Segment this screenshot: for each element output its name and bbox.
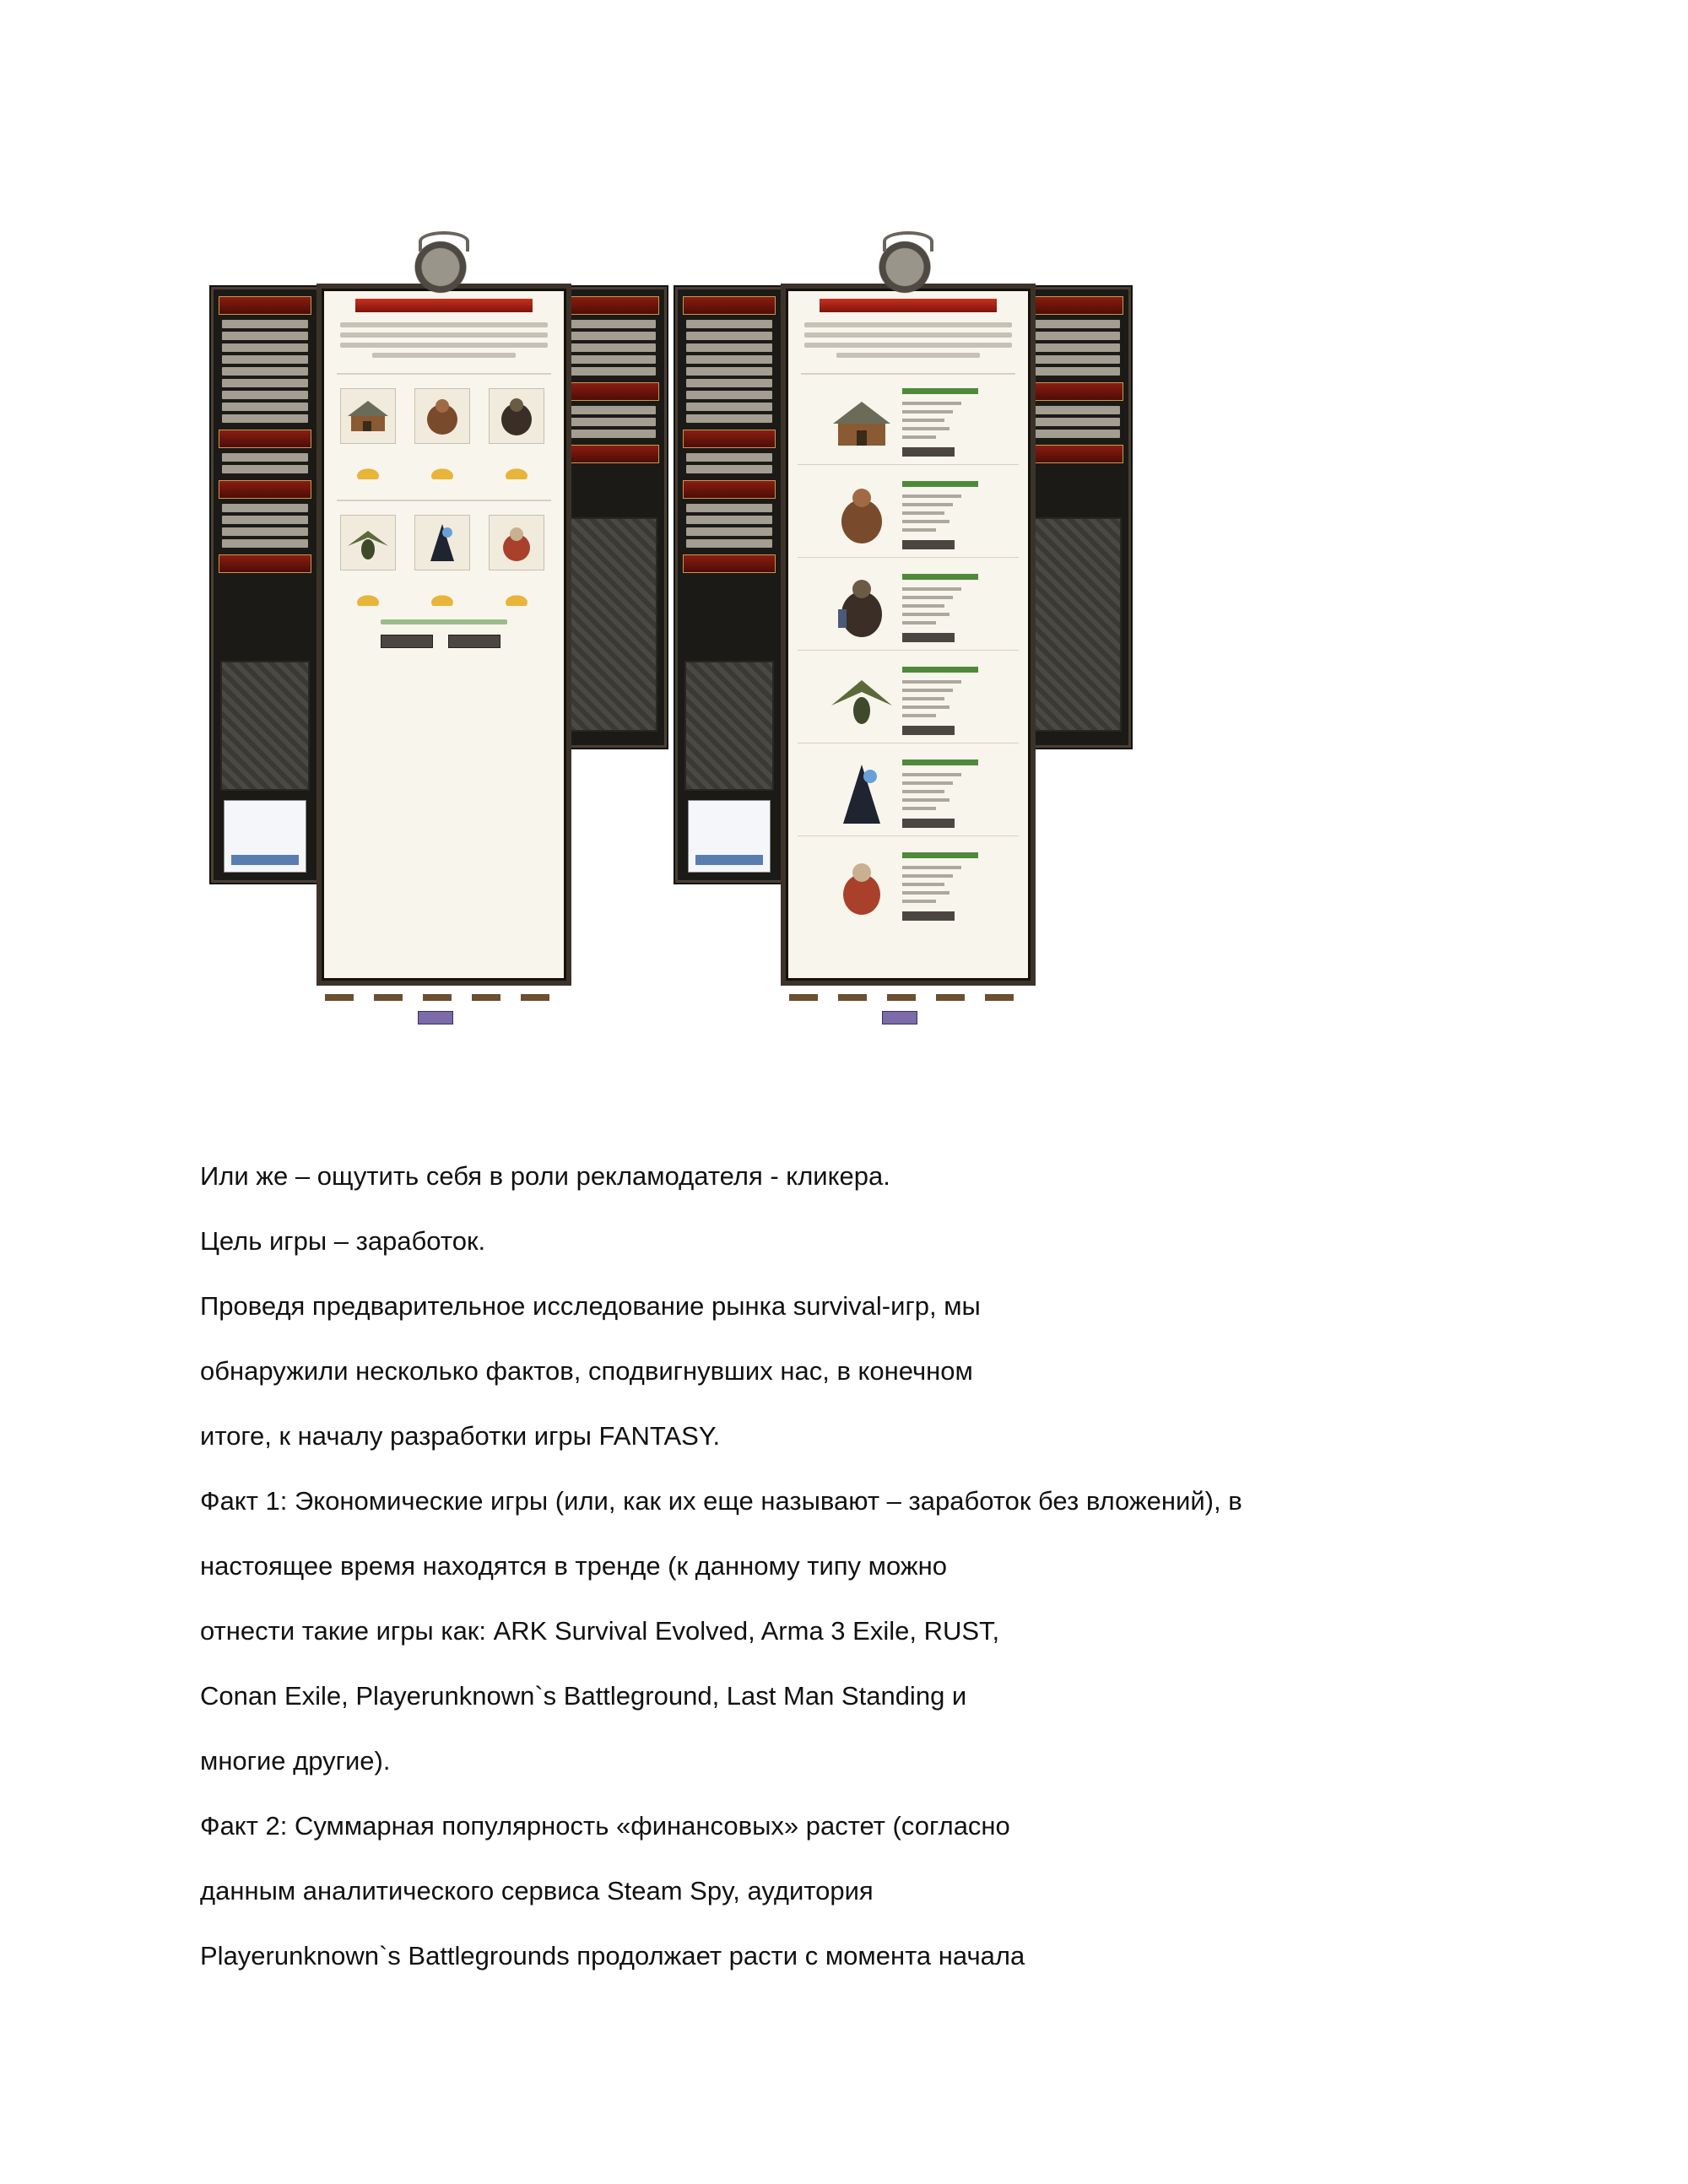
item-title [902,760,978,765]
menu-item [222,527,308,536]
dwarf-icon [489,515,544,570]
hut-icon [340,388,396,444]
game-screenshot-storage [211,235,667,1019]
menu-item [686,320,772,328]
paragraph-line: настоящее время находятся в тренде (к данному типу можно [200,1551,947,1581]
menu-header [1031,382,1123,401]
text-line [902,604,944,608]
menu-item [222,465,308,473]
gold-icon [355,468,381,479]
crest-icon [407,235,474,294]
paragraph-line: данным аналитического сервиса Steam Spy, аудитория [200,1876,874,1906]
left-menu-panel [211,287,319,883]
text-line [804,343,1012,348]
gold-icon [430,468,455,479]
menu-item [222,539,308,548]
menu-header [566,296,659,315]
paragraph-line: многие другие). [200,1746,391,1776]
menu-item [686,539,772,548]
stone-panel [684,661,774,791]
menu-item [222,367,308,376]
menu-header [683,480,776,499]
menu-item [570,320,656,328]
left-menu-panel [675,287,783,883]
text-line [836,353,980,358]
text-line [902,402,961,405]
menu-item [1034,430,1120,438]
right-menu-panel [1023,287,1131,748]
text-line [902,419,944,422]
gold-icon [504,468,529,479]
text-line [902,689,953,692]
shop-item [798,753,1019,836]
shop-item [798,660,1019,743]
menu-item [222,516,308,524]
text-line [902,435,936,439]
dragon-icon [831,668,892,734]
item-title [902,388,978,394]
stone-panel [220,661,310,791]
text-line [381,619,507,624]
menu-item [686,527,772,536]
menu-header [683,296,776,315]
text-line [804,322,1012,327]
menu-item [1034,343,1120,352]
shop-item [798,567,1019,651]
paragraph-line: Цель игры – заработок. [200,1226,486,1256]
menu-item [1034,320,1120,328]
paragraph-line: Playerunknown`s Battlegrounds продолжает расти с момента начала [200,1941,1025,1970]
text-line [902,621,936,624]
item-title [902,574,978,580]
menu-item [222,414,308,423]
menu-item [686,343,772,352]
orc-icon [831,576,892,641]
text-line [902,697,944,700]
menu-item [686,355,772,364]
text-line [902,613,950,616]
menu-item [222,453,308,462]
menu-item [686,367,772,376]
page-banner [820,299,997,312]
divider [801,373,1015,375]
footer-links [781,994,1025,1001]
menu-header [683,554,776,573]
text-line [902,495,961,498]
menu-header [1031,296,1123,315]
menu-item [1034,418,1120,426]
menu-item [686,391,772,399]
text-line [804,332,1012,338]
item-title [902,481,978,487]
dragon-icon [340,515,396,570]
paragraph-line: Или же – ощутить себя в роли рекламодателя - кликера. [200,1161,890,1191]
buy-button[interactable] [902,633,955,642]
paragraph-line: обнаружили несколько фактов, сподвигнувших нас, в конечном [200,1356,973,1386]
text-line [372,353,516,358]
text-line [902,790,944,793]
item-title [902,667,978,673]
wizard-icon [414,515,470,570]
text-line [902,773,961,776]
shop-item [798,846,1019,928]
counter-badge [418,1011,453,1024]
stone-panel [568,517,657,732]
paragraph-line: итоге, к началу разработки игры FANTASY. [200,1421,721,1451]
menu-item [686,465,772,473]
menu-header [683,430,776,448]
buy-button[interactable] [902,726,955,735]
right-menu-panel [559,287,667,748]
buy-button[interactable] [902,819,955,828]
paragraph-line: Проведя предварительное исследование рынка survival-игр, мы [200,1291,981,1321]
menu-item [222,504,308,512]
item-title [902,852,978,858]
wizard-icon [831,761,892,827]
game-screenshot-shop [675,235,1131,1019]
buy-button[interactable] [902,447,955,457]
menu-item [222,332,308,340]
text-line [902,891,950,895]
menu-item [686,332,772,340]
page-banner [355,299,533,312]
paragraph-line: Факт 2: Суммарная популярность «финансовых» растет (согласно [200,1811,1010,1841]
menu-item [1034,367,1120,376]
menu-item [1034,406,1120,414]
text-line [902,528,936,532]
text-line [340,332,548,338]
text-line [902,587,961,591]
menu-item [222,391,308,399]
menu-item [686,453,772,462]
social-widget [224,800,306,873]
menu-item [686,414,772,423]
divider [337,373,551,375]
text-line [902,798,950,802]
ogre-icon [414,388,470,444]
hut-icon [831,390,892,456]
menu-item [570,343,656,352]
text-line [902,520,950,523]
text-line [902,705,950,709]
text-line [902,874,953,878]
stone-panel [1032,517,1122,732]
menu-item [570,418,656,426]
menu-item [686,379,772,387]
ogre-icon [831,483,892,549]
menu-item [222,403,308,411]
menu-header [566,382,659,401]
menu-item [1034,355,1120,364]
menu-item [570,355,656,364]
paragraph-line: Conan Exile, Playerunknown`s Battleground, Last Man Standing и [200,1681,967,1711]
crest-icon [871,235,939,294]
gold-icon [355,594,381,606]
menu-header [1031,445,1123,463]
dwarf-icon [831,854,892,920]
text-line [902,883,944,886]
menu-item [1034,332,1120,340]
menu-item [222,343,308,352]
text-line [902,410,953,414]
gold-icon [430,594,455,606]
text-line [902,596,953,599]
text-line [340,343,548,348]
text-line [902,680,961,684]
shop-content [781,284,1036,986]
counter-badge [882,1011,917,1024]
buy-button[interactable] [902,911,955,921]
menu-header [219,480,311,499]
divider [337,500,551,501]
menu-item [686,504,772,512]
social-widget [688,800,771,873]
menu-item [570,406,656,414]
text-line [340,322,548,327]
menu-item [222,320,308,328]
storage-content [316,284,571,986]
footer-links [316,994,561,1001]
orc-icon [489,388,544,444]
menu-item [686,403,772,411]
menu-item [686,516,772,524]
text-line [902,427,950,430]
paragraph-line: Факт 1: Экономические игры (или, как их еще называют – заработок без вложений), в [200,1486,1242,1516]
gold-icon [504,594,529,606]
document-body [200,1143,1550,1988]
text-line [902,900,936,903]
text-line [902,511,944,515]
paragraph-line: отнести такие игры как: ARK Survival Evolved, Arma 3 Exile, RUST, [200,1616,1000,1646]
menu-item [570,367,656,376]
shop-item [798,474,1019,558]
collect-button[interactable] [381,635,433,648]
menu-item [222,379,308,387]
menu-item [570,332,656,340]
sell-button[interactable] [448,635,500,648]
menu-item [570,430,656,438]
text-line [902,807,936,810]
text-line [902,866,961,869]
buy-button[interactable] [902,540,955,549]
menu-header [219,554,311,573]
menu-header [219,430,311,448]
menu-item [222,355,308,364]
text-line [902,714,936,717]
shop-item [798,381,1019,465]
menu-header [566,445,659,463]
text-line [902,503,953,506]
text-line [902,781,953,785]
menu-header [219,296,311,315]
